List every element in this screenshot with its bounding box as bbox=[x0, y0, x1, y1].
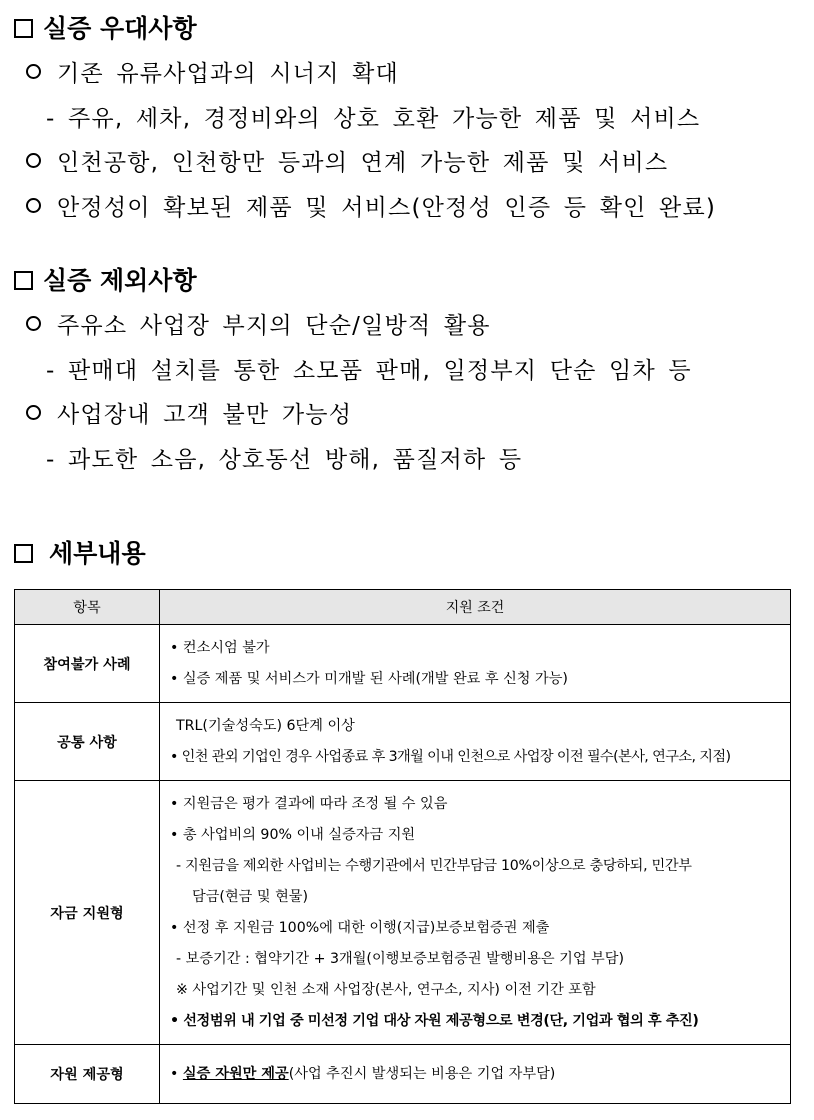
section-title: 세부내용 bbox=[49, 539, 146, 568]
row-category: 자금 지원형 bbox=[15, 781, 160, 1045]
circle-bullet-icon bbox=[26, 153, 41, 168]
content-line: • 총 사업비의 90% 이내 실증자금 지원 bbox=[170, 827, 416, 843]
checkbox-square-icon bbox=[14, 19, 33, 38]
content-line: - 지원금을 제외한 사업비는 수행기관에서 민간부담금 10%이상으로 충당하되, 민간부 bbox=[176, 858, 692, 874]
list-subitem: - 과도한 소음, 상호동선 방해, 품질저하 등 bbox=[46, 447, 523, 473]
row-content bbox=[160, 781, 791, 1045]
table-header-conditions: 지원 조건 bbox=[160, 590, 791, 625]
section-title: 실증 우대사항 bbox=[43, 14, 197, 43]
list-subitem: - 주유, 세차, 경정비와의 상호 호환 가능한 제품 및 서비스 bbox=[46, 106, 701, 132]
content-line: 담금(현금 및 현물) bbox=[192, 889, 309, 905]
content-line: TRL(기술성숙도) 6단계 이상 bbox=[176, 718, 355, 734]
highlighted-text: 실증 자원만 제공 bbox=[182, 1066, 289, 1082]
circle-bullet-icon bbox=[26, 198, 41, 213]
section-title: 실증 제외사항 bbox=[43, 266, 197, 295]
list-item: 안정성이 확보된 제품 및 서비스(안정성 인증 등 확인 완료) bbox=[26, 197, 716, 220]
content-line: • 인천 관외 기업인 경우 사업종료 후 3개월 이내 인천으로 사업장 이전 필수(본사, 연구소, 지점) bbox=[170, 749, 731, 765]
table-row bbox=[15, 1045, 791, 1104]
row-content bbox=[160, 1045, 791, 1104]
content-line: • 실증 제품 및 서비스가 미개발 된 사례(개발 완료 후 신청 가능) bbox=[170, 671, 568, 687]
content-line: ※ 사업기간 및 인천 소재 사업장(본사, 연구소, 지사) 이전 기간 포함 bbox=[176, 982, 596, 998]
circle-bullet-icon bbox=[26, 316, 41, 331]
list-item: 주유소 사업장 부지의 단순/일방적 활용 bbox=[26, 315, 491, 338]
row-category: 공통 사항 bbox=[15, 703, 160, 781]
table-row bbox=[15, 625, 791, 703]
content-line: • 컨소시엄 불가 bbox=[170, 640, 270, 656]
circle-bullet-icon bbox=[26, 405, 41, 420]
table-header-category: 항목 bbox=[15, 590, 160, 625]
row-content bbox=[160, 625, 791, 703]
plain-text: (사업 추진시 발생되는 비용은 기업 자부담) bbox=[288, 1066, 556, 1082]
list-item: 사업장내 고객 불만 가능성 bbox=[26, 404, 352, 427]
table-row bbox=[15, 781, 791, 1045]
row-content bbox=[160, 703, 791, 781]
checkbox-square-icon bbox=[14, 271, 33, 290]
circle-bullet-icon bbox=[26, 64, 41, 79]
content-line bbox=[168, 1059, 784, 1090]
list-item: 인천공항, 인천항만 등과의 연계 가능한 제품 및 서비스 bbox=[26, 152, 668, 175]
checkbox-square-icon bbox=[14, 544, 33, 563]
details-table bbox=[14, 589, 791, 1104]
row-category: 자원 제공형 bbox=[15, 1045, 160, 1104]
list-subitem: - 판매대 설치를 통한 소모품 판매, 일정부지 단순 임차 등 bbox=[46, 358, 692, 384]
section-heading-exclusion bbox=[14, 268, 197, 293]
content-line: • 지원금은 평가 결과에 따라 조정 될 수 있음 bbox=[170, 796, 448, 812]
content-line: - 보증기간 : 협약기간 + 3개월(이행보증보험증권 발행비용은 기업 부담) bbox=[176, 951, 625, 967]
section-heading-details bbox=[14, 541, 146, 566]
row-category: 참여불가 사례 bbox=[15, 625, 160, 703]
content-line: • 선정범위 내 기업 중 미선정 기업 대상 자원 제공형으로 변경(단, 기업과 협의 후 추진) bbox=[170, 1013, 699, 1029]
table-row bbox=[15, 703, 791, 781]
bullet: • bbox=[170, 1066, 183, 1082]
content-line: • 선정 후 지원금 100%에 대한 이행(지급)보증보험증권 제출 bbox=[170, 920, 550, 936]
table-header-row bbox=[15, 590, 791, 625]
section-heading-preference bbox=[14, 16, 197, 41]
list-item: 기존 유류사업과의 시너지 확대 bbox=[26, 63, 399, 86]
